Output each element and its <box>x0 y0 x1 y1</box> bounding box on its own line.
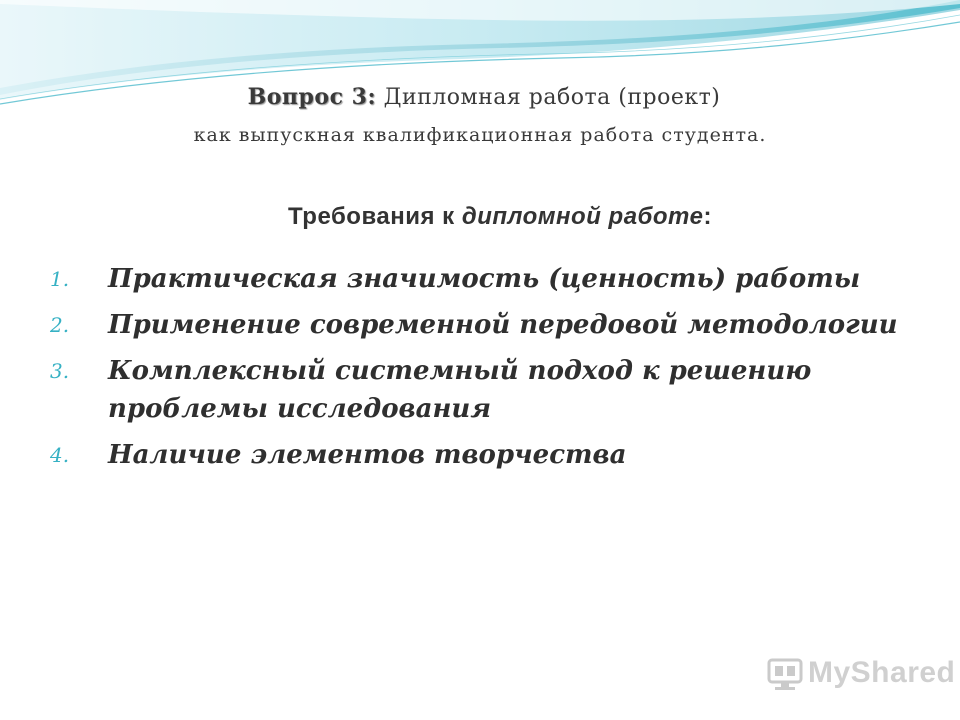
question-label: Вопрос 3: <box>247 84 377 110</box>
list-item-text: Наличие элементов творчества <box>108 440 627 470</box>
watermark-text: MyShared <box>808 656 956 689</box>
myshared-logo-icon <box>766 656 804 692</box>
list-item-number: 3. <box>50 359 70 383</box>
requirements-list <box>50 260 930 482</box>
list-item-text: Комплексный системный подход к решению проблемы исследования <box>108 356 812 424</box>
list-item-number: 2. <box>50 313 70 337</box>
requirements-heading-suffix: : <box>703 203 712 230</box>
list-item-number: 1. <box>50 267 70 291</box>
requirements-heading-italic: дипломной работе <box>461 203 704 230</box>
requirements-list-item <box>50 260 930 298</box>
question-title: Дипломная работа (проект) <box>383 85 721 110</box>
requirements-heading-prefix: Требования к <box>288 203 462 230</box>
myshared-watermark <box>766 652 956 696</box>
requirements-list-item <box>50 352 930 428</box>
requirements-list-item <box>50 306 930 344</box>
list-item-text: Практическая значимость (ценность) работы <box>108 264 861 294</box>
slide-title-line-1 <box>0 84 960 110</box>
list-item-number: 4. <box>50 443 70 467</box>
requirements-list-item <box>50 436 930 474</box>
requirements-heading <box>0 203 960 231</box>
list-item-text: Применение современной передовой методологии <box>108 310 898 340</box>
slide-title-line-2: как выпускная квалификационная работа студента. <box>193 124 767 146</box>
